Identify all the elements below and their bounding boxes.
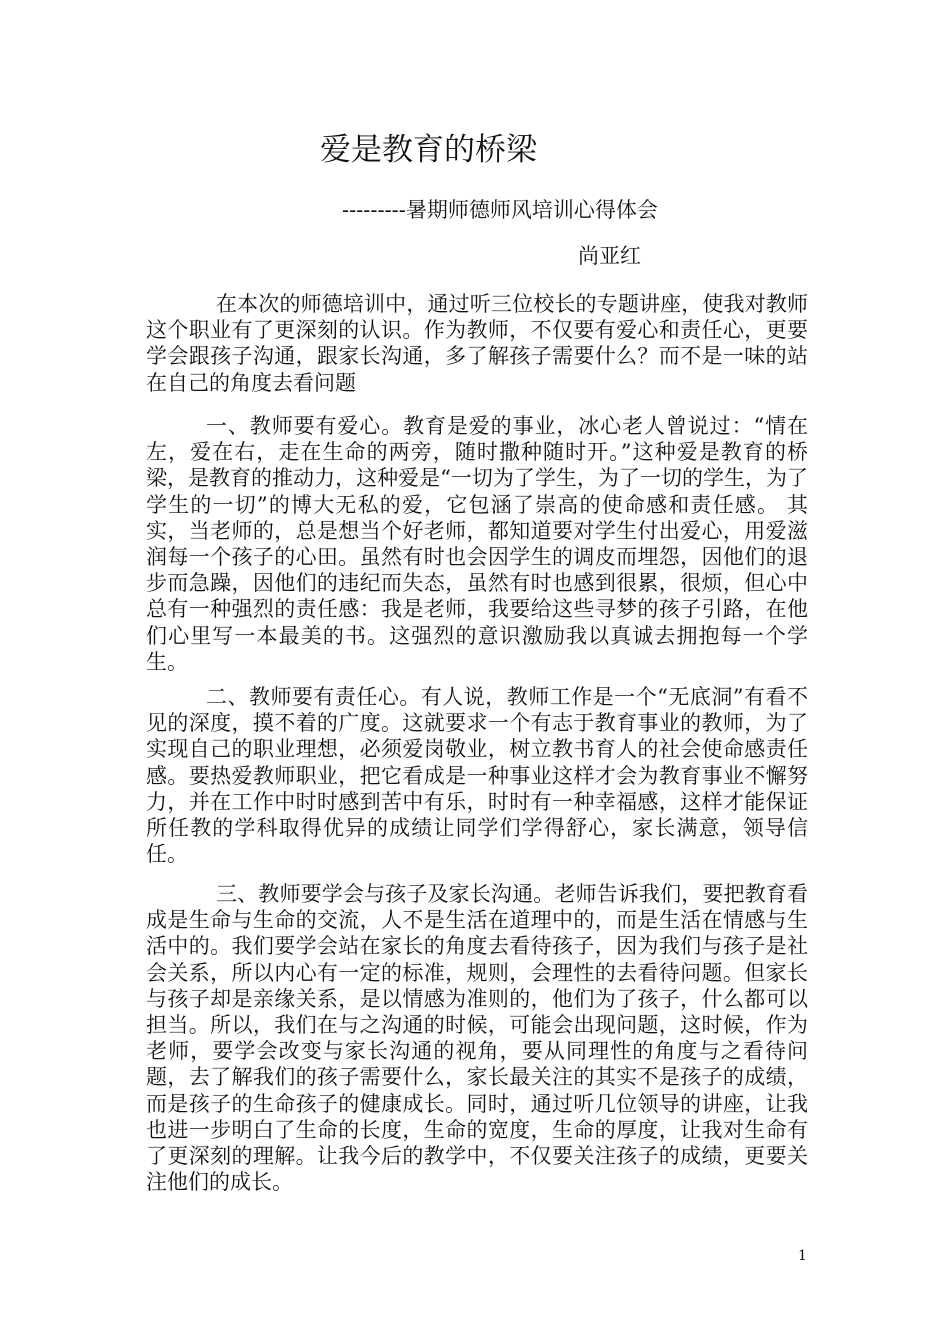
paragraph-intro: 在本次的师德培训中，通过听三位校长的专题讲座，使我对教师这个职业有了更深刻的认识。作为教师，不仅要有爱心和责任心，更要学会跟孩子沟通，跟家长沟通，多了解孩子需要什么？而不是一味的站在自己的角度去看问题 bbox=[146, 292, 808, 395]
document-title: 爱是教育的桥梁 bbox=[320, 132, 537, 168]
page-number: 1 bbox=[798, 1248, 807, 1264]
paragraph-responsibility: 二、教师要有责任心。有人说，教师工作是一个“无底洞”有看不见的深度，摸不着的广度。这就要求一个有志于教育事业的教师，为了实现自己的职业理想，必须爱岗敬业，树立教书育人的社会使命感责任感。要热爱教师职业，把它看成是一种事业这样才会为教育事业不懈努力，并在工作中时时感到苦中有乐，时时有一种幸福感，这样才能保证所任教的学科取得优异的成绩让同学们学得舒心，家长满意，领导信任。 bbox=[146, 685, 808, 867]
paragraph-communication: 三、教师要学会与孩子及家长沟通。老师告诉我们，要把教育看成是生命与生命的交流，人不是生活在道理中的，而是生活在情感与生活中的。我们要学会站在家长的角度去看待孩子，因为我们与孩子是社会关系，所以内心有一定的标准，规则，会理性的去看待问题。但家长与孩子却是亲缘关系，是以情感为准则的，他们为了孩子，什么都可以担当。所以，我们在与之沟通的时候，可能会出现问题，这时候，作为老师，要学会改变与家长沟通的视角，要从同理性的角度与之看待问题，去了解我们的孩子需要什么，家长最关注的其实不是孩子的成绩，而是孩子的生命孩子的健康成长。同时，通过听几位领导的讲座，让我也进一步明白了生命的长度，生命的宽度，生命的厚度，让我对生命有了更深刻的理解。让我今后的教学中，不仅要关注孩子的成绩，更要关注他们的成长。 bbox=[146, 882, 808, 1195]
paragraph-love: 一、教师要有爱心。教育是爱的事业，冰心老人曾说过：“情在左，爱在右，走在生命的两旁，随时撒种随时开。”这种爱是教育的桥梁，是教育的推动力，这种爱是“一切为了学生，为了一切的学生，为了学生的一切”的博大无私的爱，它包涵了崇高的使命感和责任感。 其实，当老师的，总是想当个好老师，都知道要对学生付出爱心，用爱滋润每一个孩子的心田。虽然有时也会因学生的调皮而埋怨，因他们的退步而急躁，因他们的违纪而失态，虽然有时也感到很累，很烦，但心中总有一种强烈的责任感：我是老师，我要给这些寻梦的孩子引路，在他们心里写一本最美的书。这强烈的意识激励我以真诚去拥抱每一个学生。 bbox=[146, 414, 808, 674]
author-name: 尚亚红 bbox=[578, 244, 641, 268]
document-subtitle: ---------暑期师德师风培训心得体会 bbox=[342, 198, 658, 222]
